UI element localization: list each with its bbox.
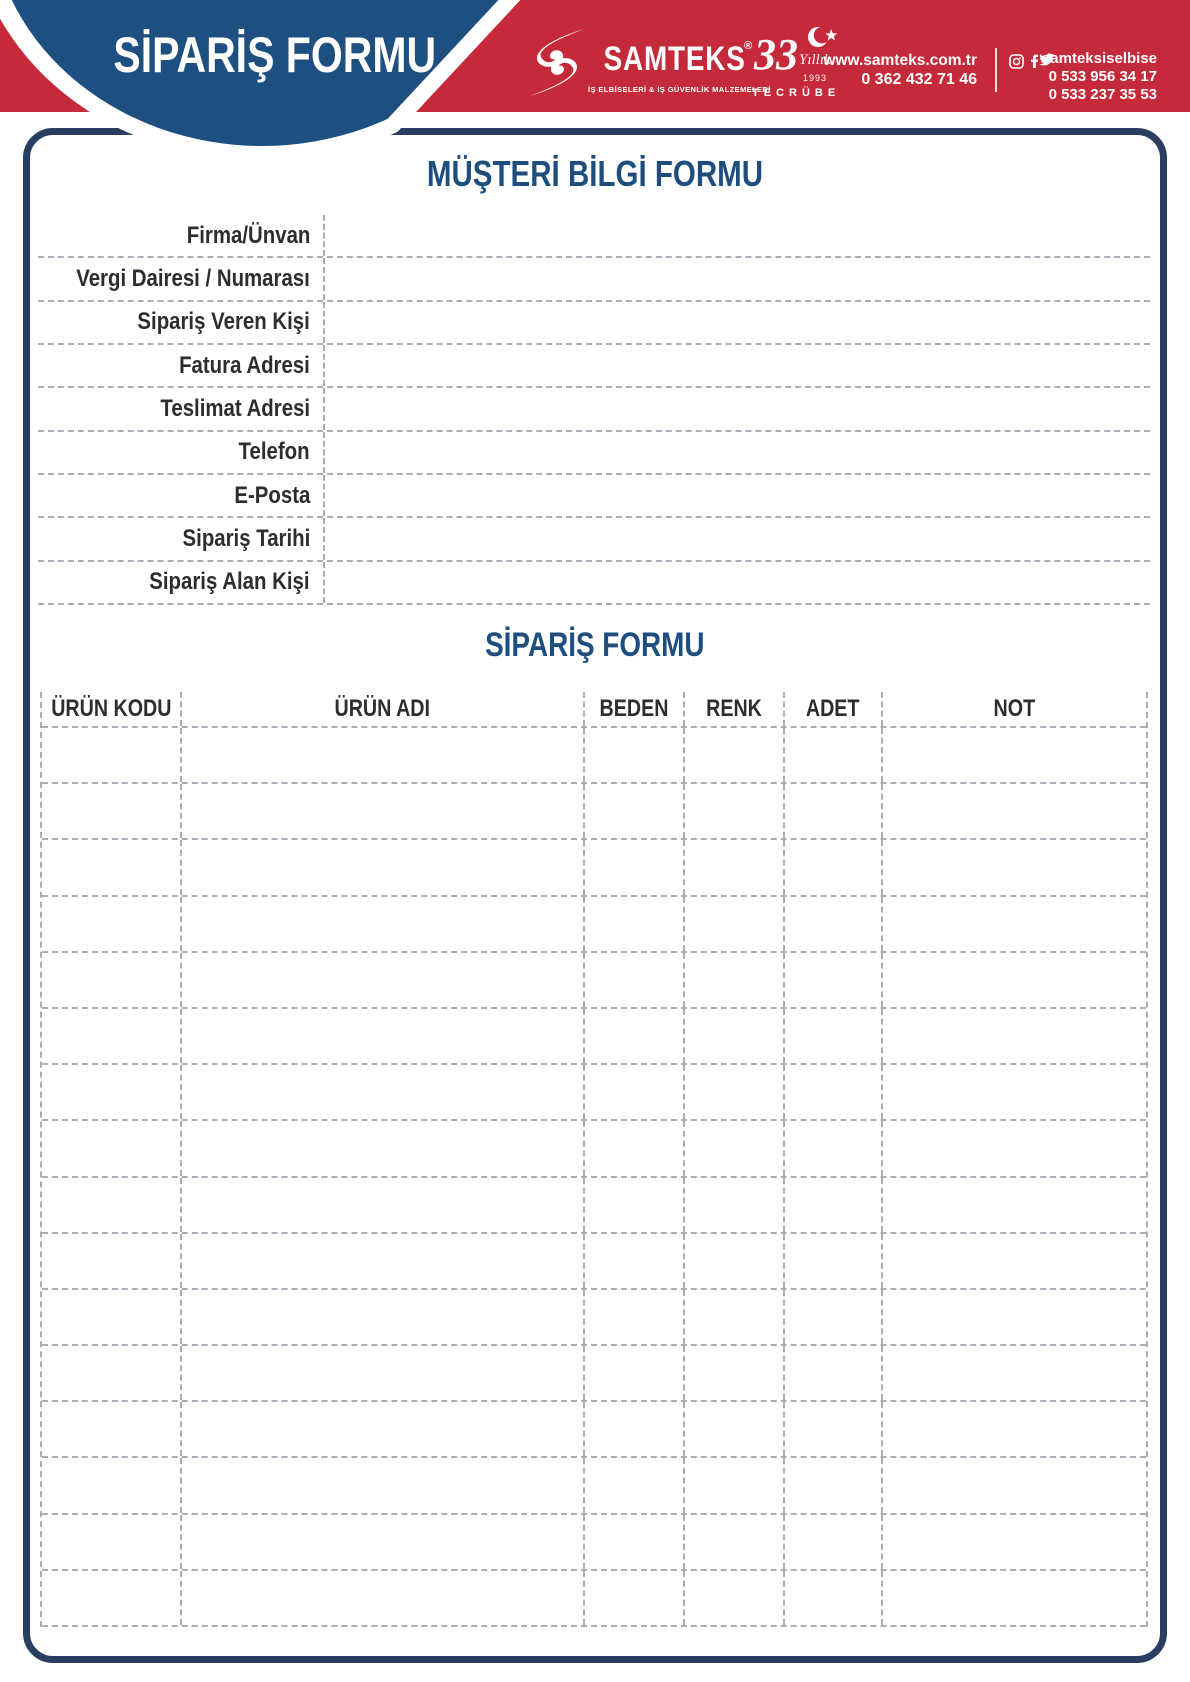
field-label [38,302,323,343]
order-table-cell[interactable] [883,1346,1146,1400]
field-value-area[interactable] [323,518,1150,559]
customer-field-row [38,562,1150,605]
order-table-row [42,1234,1146,1290]
order-table-cell[interactable] [182,1515,585,1569]
order-table-cell[interactable] [785,728,883,782]
order-table-cell[interactable] [785,1290,883,1344]
order-table-cell[interactable] [883,784,1146,838]
order-table-row [42,1121,1146,1177]
order-table-cell[interactable] [785,1009,883,1063]
brand-experience-word: TECRÜBE [752,87,841,99]
field-value-area[interactable] [323,388,1150,429]
order-table-cell[interactable] [182,1234,585,1288]
order-table-cell[interactable] [182,840,585,894]
order-table-cell[interactable] [42,1571,182,1625]
column-header-beden: BEDEN [585,692,685,726]
order-table-cell[interactable] [585,1121,685,1175]
order-table-cell[interactable] [883,1290,1146,1344]
order-table-cell[interactable] [785,1402,883,1456]
order-table-cell[interactable] [785,1458,883,1512]
order-table-cell[interactable] [42,840,182,894]
order-table-cell[interactable] [182,1571,585,1625]
order-table-cell[interactable] [785,840,883,894]
order-table-cell[interactable] [685,1458,785,1512]
order-table-cell[interactable] [883,1402,1146,1456]
field-label-text: Firma/Ünvan [186,221,310,249]
field-label-text: Sipariş Veren Kişi [137,308,310,336]
order-table-cell[interactable] [883,840,1146,894]
column-header-urun-kodu: ÜRÜN KODU [42,692,182,726]
customer-field-row [38,518,1150,561]
order-table-cell[interactable] [785,784,883,838]
order-table-cell[interactable] [182,953,585,1007]
order-table-cell[interactable] [883,897,1146,951]
order-table-cell[interactable] [785,1178,883,1232]
customer-fields [38,215,1150,605]
order-table-cell[interactable] [685,1009,785,1063]
order-table-row [42,1346,1146,1402]
order-table-cell[interactable] [883,1571,1146,1625]
brand-years: 33 [754,30,798,79]
order-table-cell[interactable] [685,953,785,1007]
order-table-cell[interactable] [585,1178,685,1232]
brand-tagline: İŞ ELBİSELERİ & İŞ GÜVENLİK MALZEMELERİ [588,85,771,94]
order-table-cell[interactable] [685,1065,785,1119]
field-label [38,258,323,299]
order-table-row [42,1178,1146,1234]
order-table-row [42,1009,1146,1065]
order-table-row [42,953,1146,1009]
order-table-row [42,1065,1146,1121]
column-header-renk: RENK [685,692,785,726]
order-table-cell[interactable] [883,1234,1146,1288]
order-table-cell[interactable] [685,1346,785,1400]
order-table-cell[interactable] [182,1402,585,1456]
field-label [38,388,323,429]
order-table-cell[interactable] [182,1346,585,1400]
phone-number: 0 362 432 71 46 [861,71,977,88]
order-table-cell[interactable] [42,1458,182,1512]
order-table-cell[interactable] [883,953,1146,1007]
order-table-cell[interactable] [42,728,182,782]
order-table-cell[interactable] [685,784,785,838]
customer-field-row [38,215,1150,258]
order-table-cell[interactable] [785,1571,883,1625]
order-table-cell[interactable] [42,1346,182,1400]
order-table-cell[interactable] [883,1065,1146,1119]
order-table-cell[interactable] [42,1515,182,1569]
field-value-area[interactable] [323,562,1150,603]
order-table-row [42,1515,1146,1571]
customer-field-row [38,345,1150,388]
order-table-cell[interactable] [42,1290,182,1344]
order-table-cell[interactable] [182,784,585,838]
column-header-not: NOT [993,695,1036,722]
order-table-row [42,1402,1146,1458]
field-value-area[interactable] [323,258,1150,299]
mobile-number-1: 0 533 956 34 17 [1048,68,1157,85]
order-table-cell[interactable] [585,1402,685,1456]
order-table-cell[interactable] [685,728,785,782]
registered-mark: ® [744,40,753,52]
contact-block-left [823,51,977,89]
order-table-cell[interactable] [585,1009,685,1063]
order-table-cell[interactable] [182,897,585,951]
field-label [38,215,323,256]
order-table-cell[interactable] [883,1458,1146,1512]
order-table-cell[interactable] [42,953,182,1007]
order-table-cell[interactable] [42,784,182,838]
order-table-cell[interactable] [585,1234,685,1288]
customer-form-title: MÜŞTERİ BİLGİ FORMU [426,153,764,194]
order-table-cell[interactable] [182,1065,585,1119]
order-table-cell[interactable] [585,728,685,782]
order-table-row [42,784,1146,840]
order-table-cell[interactable] [42,1234,182,1288]
order-table-row [42,897,1146,953]
field-label-text: Sipariş Alan Kişi [149,568,310,596]
brand-founded-year: 1993 [803,73,828,83]
order-table-cell[interactable] [585,1458,685,1512]
field-label-text: Vergi Dairesi / Numarası [76,265,310,293]
field-label-text: Teslimat Adresi [160,395,310,423]
field-label-text: Fatura Adresi [179,351,310,379]
order-table-row [42,1571,1146,1627]
order-table-cell[interactable] [685,840,785,894]
field-label [38,518,323,559]
order-table-row [42,728,1146,784]
order-table-row [42,1458,1146,1514]
order-table-row [42,1290,1146,1346]
order-table-cell[interactable] [685,1178,785,1232]
field-value-area[interactable] [323,215,1150,256]
order-table-cell[interactable] [42,1178,182,1232]
order-table-cell[interactable] [42,1402,182,1456]
field-label-text: Sipariş Tarihi [182,525,310,553]
field-value-area[interactable] [323,302,1150,343]
field-label-text: E-Posta [234,481,310,509]
order-table-cell[interactable] [883,1515,1146,1569]
order-table-cell[interactable] [785,1121,883,1175]
order-table-cell[interactable] [182,1009,585,1063]
order-table-cell[interactable] [685,1121,785,1175]
order-table-cell[interactable] [785,1515,883,1569]
order-table-cell[interactable] [685,1234,785,1288]
mobile-number-2: 0 533 237 35 53 [1048,86,1157,103]
field-label [38,345,323,386]
order-table-cell[interactable] [883,728,1146,782]
order-table-cell[interactable] [883,1009,1146,1063]
order-table-cell[interactable] [585,897,685,951]
order-table-cell[interactable] [785,1346,883,1400]
field-label [38,562,323,603]
customer-field-row [38,432,1150,475]
brand-years-word: Yıllık [799,52,831,68]
order-form-title: SİPARİŞ FORMU [485,626,705,664]
order-table-cell[interactable] [883,1121,1146,1175]
contact-block-right [1042,50,1157,104]
order-table-cell[interactable] [585,1515,685,1569]
social-handle[interactable]: samteksiselbise [1041,50,1157,67]
page-title: SİPARİŞ FORMU [113,27,437,83]
order-table-header [42,692,1146,728]
customer-field-row [38,302,1150,345]
field-value-area[interactable] [323,475,1150,516]
order-table-cell[interactable] [42,1121,182,1175]
order-table-cell[interactable] [685,1515,785,1569]
field-value-area[interactable] [323,345,1150,386]
website-link[interactable]: www.samteks.com.tr [823,52,977,69]
field-label [38,475,323,516]
field-label [38,432,323,473]
order-table-cell[interactable] [785,1234,883,1288]
order-table [40,692,1148,1627]
order-table-cell[interactable] [585,840,685,894]
order-table-cell[interactable] [585,784,685,838]
order-table-cell[interactable] [585,1290,685,1344]
order-table-cell[interactable] [585,1065,685,1119]
customer-field-row [38,258,1150,301]
order-table-cell[interactable] [182,1458,585,1512]
order-table-cell[interactable] [785,1065,883,1119]
order-table-cell[interactable] [685,1402,785,1456]
order-table-cell[interactable] [883,1178,1146,1232]
order-table-cell[interactable] [42,897,182,951]
order-table-cell[interactable] [585,1571,685,1625]
order-table-cell[interactable] [42,1065,182,1119]
field-value-area[interactable] [323,432,1150,473]
contact-divider [995,48,997,92]
order-table-cell[interactable] [182,728,585,782]
field-label-text: Telefon [238,438,310,466]
brand-name: SAMTEKS [603,40,746,78]
order-table-cell[interactable] [585,953,685,1007]
order-table-cell[interactable] [182,1178,585,1232]
customer-field-row [38,388,1150,431]
order-table-cell[interactable] [182,1290,585,1344]
column-header-adet: ADET [785,692,883,726]
order-table-cell[interactable] [785,897,883,951]
customer-field-row [38,475,1150,518]
order-table-cell[interactable] [182,1121,585,1175]
order-table-cell[interactable] [685,1571,785,1625]
order-table-cell[interactable] [685,1290,785,1344]
order-table-cell[interactable] [785,953,883,1007]
order-table-cell[interactable] [585,1346,685,1400]
order-table-cell[interactable] [42,1009,182,1063]
order-table-cell[interactable] [685,897,785,951]
column-header-urun-adi: ÜRÜN ADI [182,692,585,726]
order-table-row [42,840,1146,896]
